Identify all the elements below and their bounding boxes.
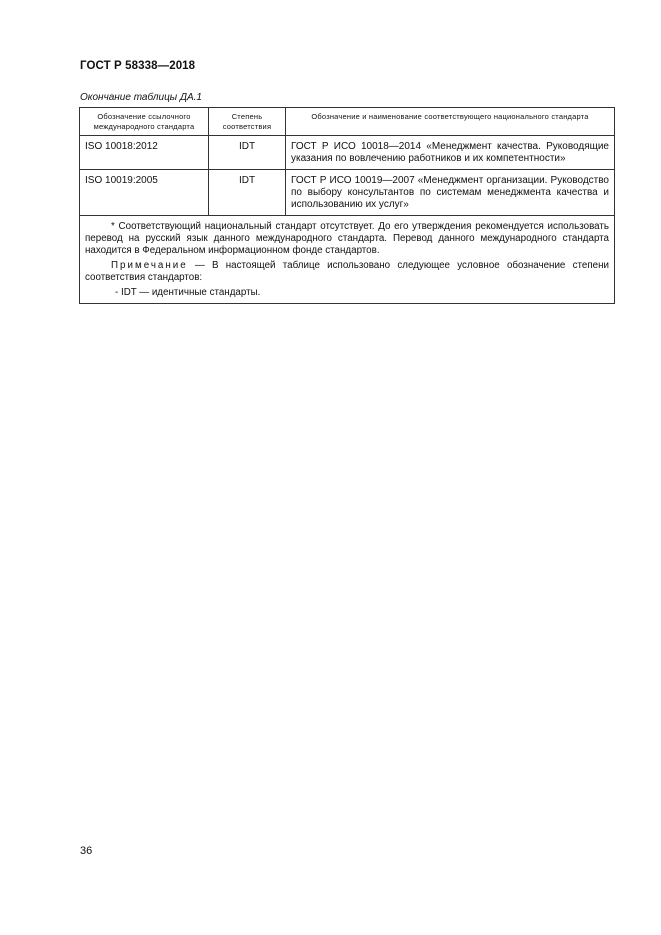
page-number: 36 xyxy=(80,845,93,857)
document-header: ГОСТ Р 58338—2018 xyxy=(80,60,196,72)
intl-standard-cell: ISO 10018:2012 xyxy=(80,136,209,170)
column-header-national: Обозначение и наименование соответствующего национального стандарта xyxy=(286,108,615,136)
table-caption: Окончание таблицы ДА.1 xyxy=(80,92,202,103)
note-list-item: - IDT — идентичные стандарты. xyxy=(115,287,261,298)
note-label: Примечание xyxy=(111,260,188,271)
column-header-degree: Степень соответствия xyxy=(209,108,286,136)
national-standard-cell: ГОСТ Р ИСО 10019—2007 «Менеджмент организации. Руководство по выбору консультантов по системам менеджмента качества и использованию их услуг» xyxy=(286,170,615,216)
national-standard-cell: ГОСТ Р ИСО 10018—2014 «Менеджмент качества. Руководящие указания по вовлечению работников и их компетентности» xyxy=(286,136,615,170)
table-header-row xyxy=(80,108,615,136)
table-row xyxy=(80,136,615,170)
table-notes-cell xyxy=(80,216,615,304)
column-header-intl: Обозначение ссылочного международного стандарта xyxy=(80,108,209,136)
degree-cell: IDT xyxy=(209,136,286,170)
footnote-text: * Соответствующий национальный стандарт отсутствует. До его утверждения рекомендуется использовать перевод на русский язык данного международного стандарта. Перевод данного международного стандарта находится в Федеральном информационном фонде стандартов. xyxy=(85,221,609,256)
note-paragraph xyxy=(85,260,609,284)
standards-table xyxy=(79,107,615,304)
table-notes-row xyxy=(80,216,615,304)
degree-cell: IDT xyxy=(209,170,286,216)
note-text: — В настоящей таблице использовано следующее условное обозначение степени соответствия стандартов: xyxy=(85,260,609,283)
intl-standard-cell: ISO 10019:2005 xyxy=(80,170,209,216)
table-row xyxy=(80,170,615,216)
